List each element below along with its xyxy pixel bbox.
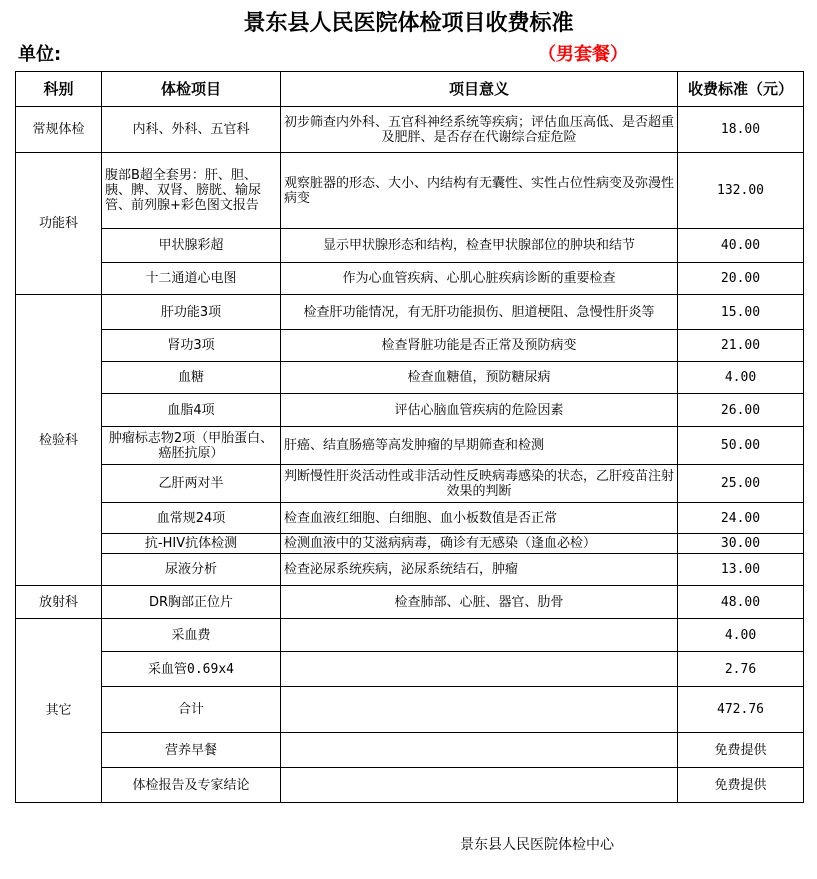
meaning-cell: 检查肾脏功能是否正常及预防病变 <box>281 330 678 362</box>
item-cell: 肝功能3项 <box>102 295 281 330</box>
meaning-cell: 初步筛查内外科、五官科神经系统等疾病；评估血压高低、是否超重及肥胖、是否存在代谢综合症危险 <box>281 107 678 153</box>
meaning-cell: 检查泌尿系统疾病，泌尿系统结石，肿瘤 <box>281 554 678 586</box>
fee-cell: 免费提供 <box>678 733 804 768</box>
item-cell: 内科、外科、五官科 <box>102 107 281 153</box>
table-row <box>16 687 804 733</box>
item-cell: 合计 <box>102 687 281 733</box>
table-row <box>16 534 804 554</box>
footer-hospital-name: 景东县人民医院体检中心 <box>460 837 614 853</box>
table-row <box>16 465 804 503</box>
table-row <box>16 107 804 153</box>
table-row <box>16 652 804 687</box>
fee-cell: 26.00 <box>678 394 804 427</box>
fee-cell: 15.00 <box>678 295 804 330</box>
meaning-cell <box>281 768 678 803</box>
item-cell: 采血管0.69x4 <box>102 652 281 687</box>
item-cell: 乙肝两对半 <box>102 465 281 503</box>
table-row <box>16 394 804 427</box>
item-cell: 肿瘤标志物2项（甲胎蛋白、癌胚抗原） <box>102 427 281 465</box>
meaning-cell <box>281 619 678 652</box>
fee-cell: 18.00 <box>678 107 804 153</box>
header-meaning: 项目意义 <box>281 72 678 107</box>
item-cell: 血糖 <box>102 362 281 394</box>
fee-cell: 21.00 <box>678 330 804 362</box>
item-cell: 腹部B超全套男：肝、胆、胰、脾、双肾、膀胱、输尿管、前列腺+彩色图文报告 <box>102 153 281 229</box>
fee-cell: 30.00 <box>678 534 804 554</box>
item-cell: 尿液分析 <box>102 554 281 586</box>
item-cell: DR胸部正位片 <box>102 586 281 619</box>
table-row <box>16 503 804 534</box>
table-row <box>16 768 804 803</box>
table-header-row <box>16 72 804 107</box>
category-cell: 检验科 <box>16 295 102 586</box>
fee-cell: 4.00 <box>678 619 804 652</box>
fee-cell: 4.00 <box>678 362 804 394</box>
category-cell: 放射科 <box>16 586 102 619</box>
header-item: 体检项目 <box>102 72 281 107</box>
fee-cell: 免费提供 <box>678 768 804 803</box>
fee-cell: 20.00 <box>678 263 804 295</box>
table-row <box>16 295 804 330</box>
fee-cell: 24.00 <box>678 503 804 534</box>
table-row <box>16 330 804 362</box>
item-cell: 甲状腺彩超 <box>102 229 281 263</box>
fee-table <box>15 71 804 803</box>
page-title: 景东县人民医院体检项目收费标准 <box>243 10 574 36</box>
meaning-cell: 评估心脑血管疾病的危险因素 <box>281 394 678 427</box>
table-row <box>16 733 804 768</box>
category-cell: 功能科 <box>16 153 102 295</box>
table-row <box>16 554 804 586</box>
table-row <box>16 229 804 263</box>
item-cell: 营养早餐 <box>102 733 281 768</box>
item-cell: 抗-HIV抗体检测 <box>102 534 281 554</box>
table-row <box>16 427 804 465</box>
meaning-cell <box>281 733 678 768</box>
header-category: 科别 <box>16 72 102 107</box>
meaning-cell: 检查血糖值，预防糖尿病 <box>281 362 678 394</box>
meaning-cell <box>281 687 678 733</box>
package-label: （男套餐） <box>538 44 628 65</box>
meaning-cell: 检测血液中的艾滋病病毒，确诊有无感染（逢血必检） <box>281 534 678 554</box>
item-cell: 血脂4项 <box>102 394 281 427</box>
meaning-cell: 显示甲状腺形态和结构，检查甲状腺部位的肿块和结节 <box>281 229 678 263</box>
meaning-cell: 观察脏器的形态、大小、内结构有无囊性、实性占位性病变及弥漫性病变 <box>281 153 678 229</box>
table-row <box>16 362 804 394</box>
table-row <box>16 153 804 229</box>
item-cell: 肾功3项 <box>102 330 281 362</box>
item-cell: 十二通道心电图 <box>102 263 281 295</box>
category-cell: 其它 <box>16 619 102 803</box>
fee-cell: 472.76 <box>678 687 804 733</box>
meaning-cell: 检查肝功能情况，有无肝功能损伤、胆道梗阻、急慢性肝炎等 <box>281 295 678 330</box>
fee-cell: 50.00 <box>678 427 804 465</box>
item-cell: 采血费 <box>102 619 281 652</box>
fee-cell: 132.00 <box>678 153 804 229</box>
meaning-cell: 检查血液红细胞、白细胞、血小板数值是否正常 <box>281 503 678 534</box>
table-row <box>16 619 804 652</box>
table-row <box>16 263 804 295</box>
meaning-cell: 判断慢性肝炎活动性或非活动性反映病毒感染的状态，乙肝疫苗注射效果的判断 <box>281 465 678 503</box>
table-row <box>16 586 804 619</box>
category-cell: 常规体检 <box>16 107 102 153</box>
meaning-cell: 肝癌、结直肠癌等高发肿瘤的早期筛查和检测 <box>281 427 678 465</box>
item-cell: 体检报告及专家结论 <box>102 768 281 803</box>
fee-cell: 13.00 <box>678 554 804 586</box>
fee-cell: 25.00 <box>678 465 804 503</box>
item-cell: 血常规24项 <box>102 503 281 534</box>
fee-cell: 48.00 <box>678 586 804 619</box>
fee-cell: 40.00 <box>678 229 804 263</box>
meaning-cell <box>281 652 678 687</box>
header-fee: 收费标准（元） <box>678 72 804 107</box>
meaning-cell: 作为心血管疾病、心肌心脏疾病诊断的重要检查 <box>281 263 678 295</box>
fee-cell: 2.76 <box>678 652 804 687</box>
meaning-cell: 检查肺部、心脏、器官、肋骨 <box>281 586 678 619</box>
unit-label: 单位: <box>18 44 62 65</box>
